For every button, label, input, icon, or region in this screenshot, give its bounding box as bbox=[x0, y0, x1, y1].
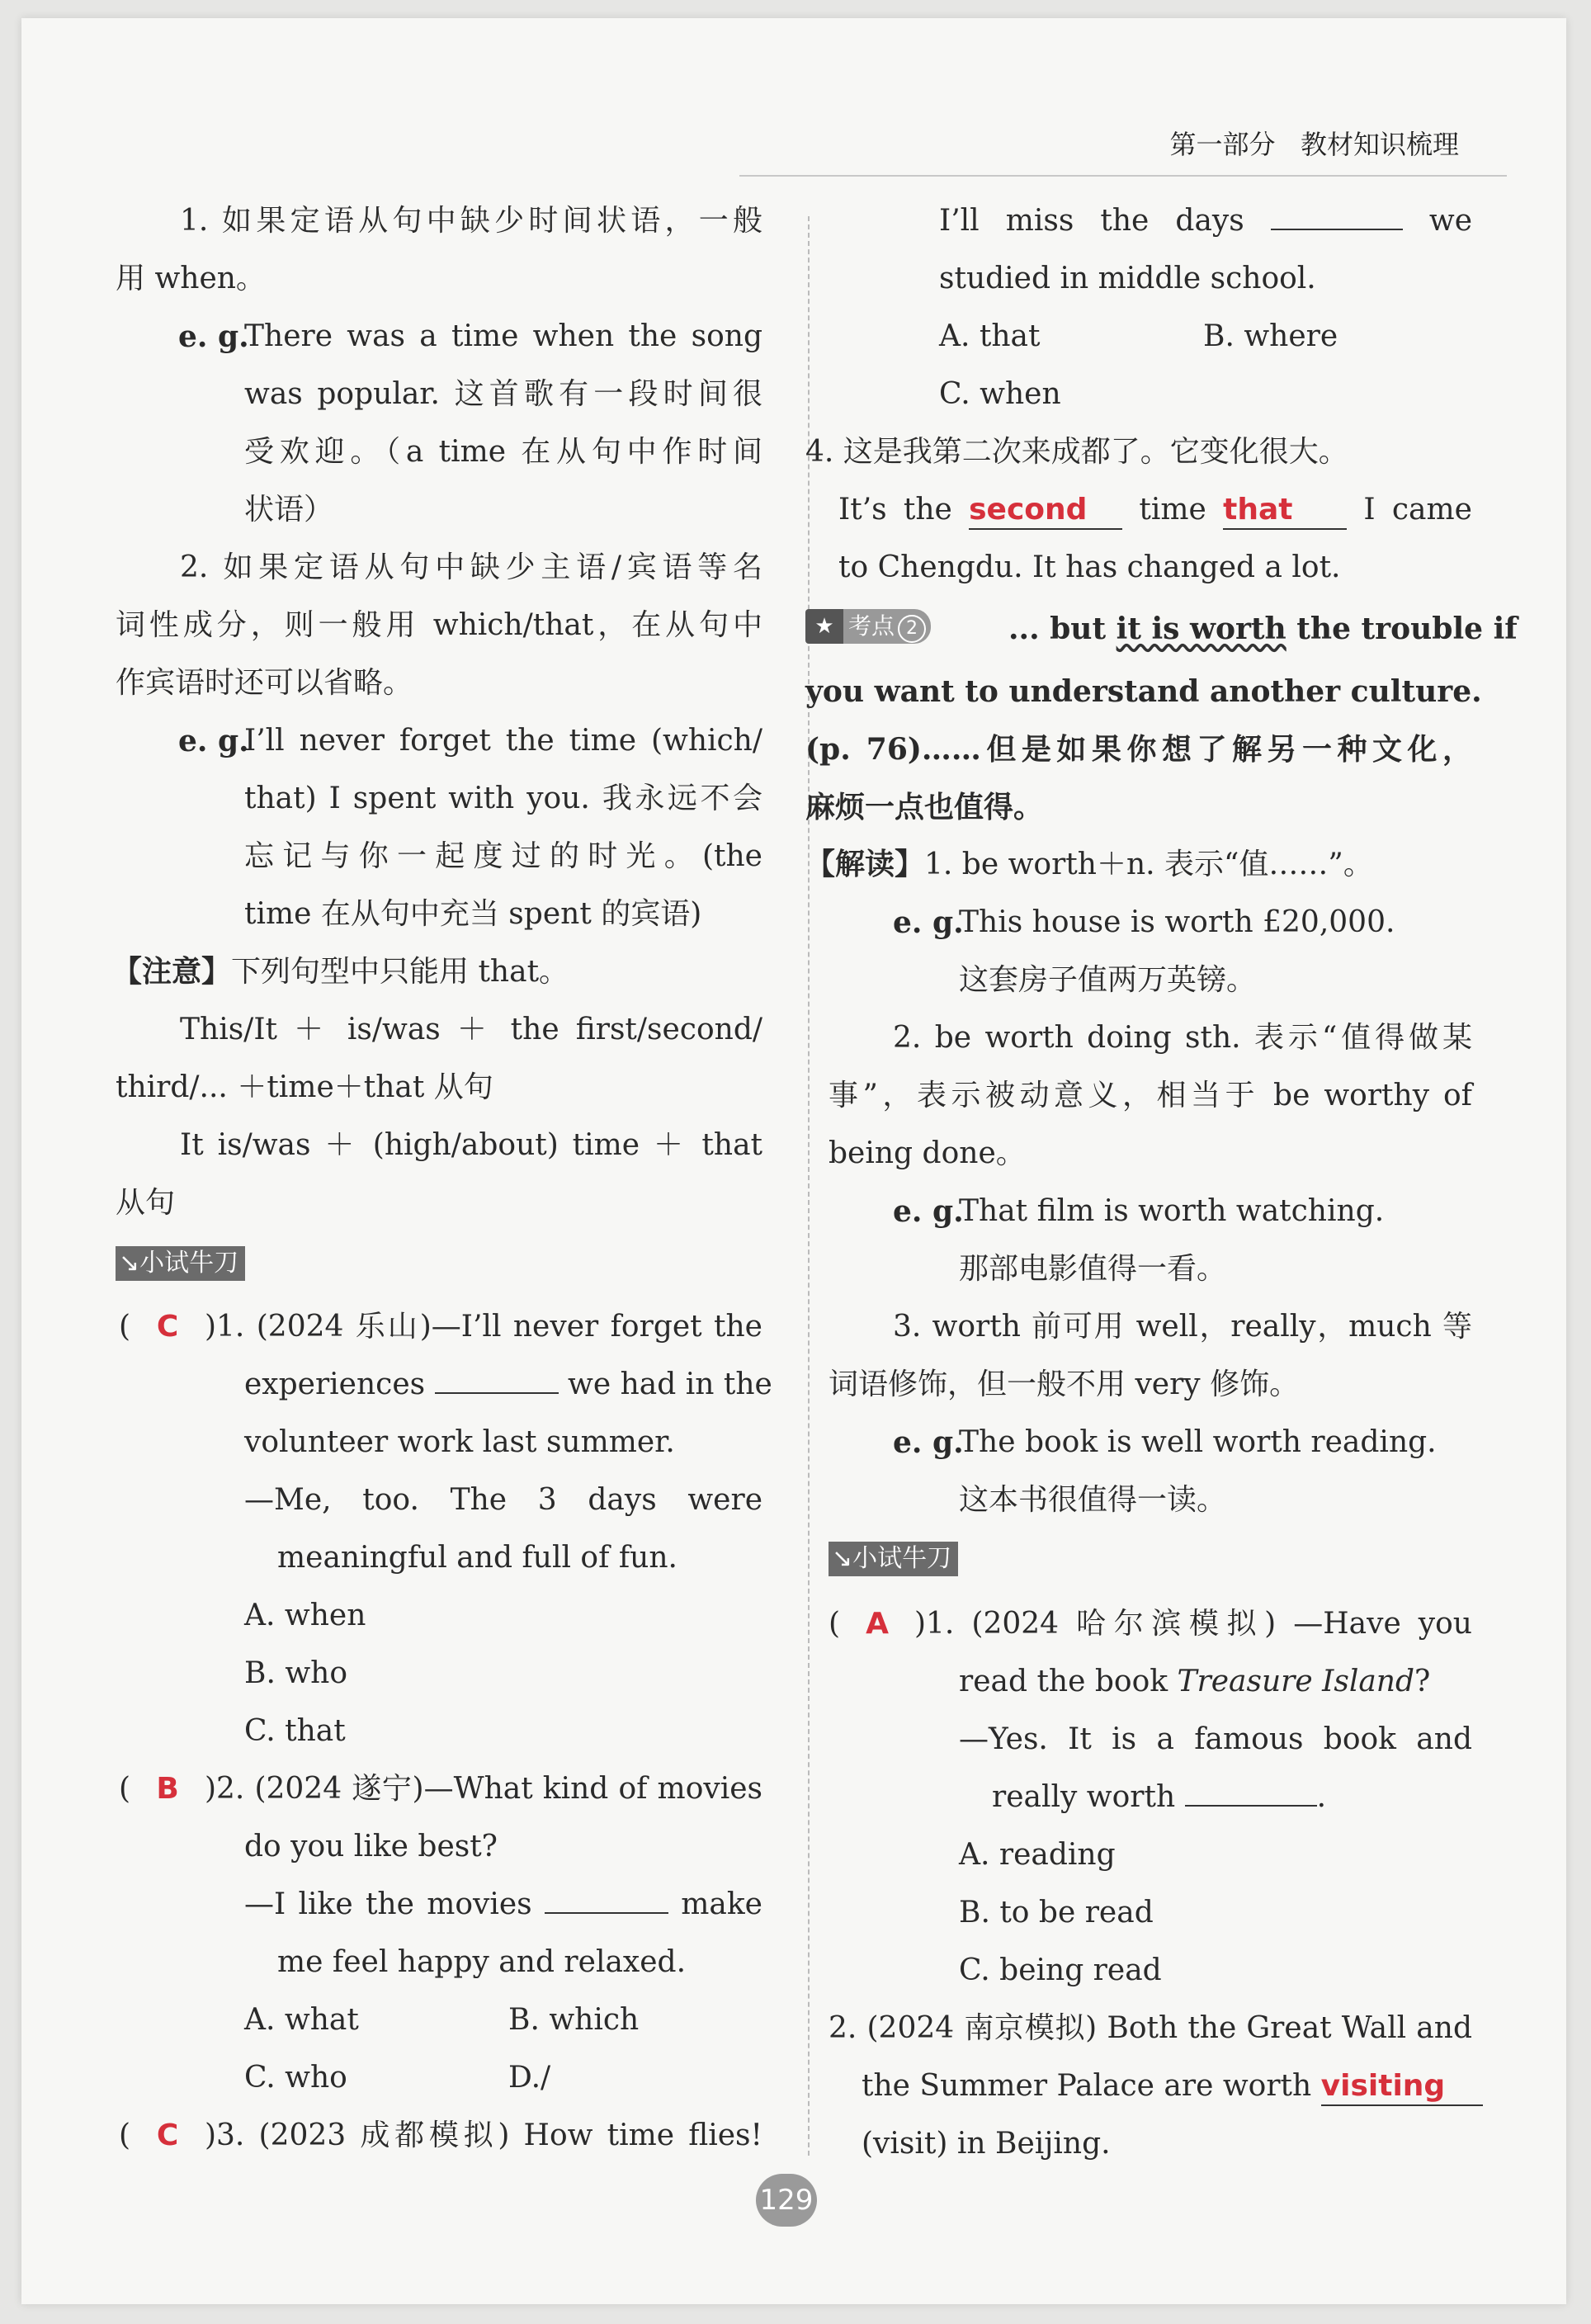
q2-blank[interactable] bbox=[545, 1887, 668, 1914]
key-point-label: 考点 2 bbox=[843, 609, 931, 644]
answer-letter: B bbox=[156, 1772, 179, 1806]
eg-label: e. g. bbox=[893, 905, 964, 940]
key-point-line-2: you want to understand another culture. bbox=[805, 674, 1482, 709]
answer-letter: A bbox=[866, 1607, 889, 1641]
try-it-label: 小试牛刀 bbox=[852, 1544, 952, 1573]
kp-text-a: ... but bbox=[1008, 612, 1117, 646]
p1-option-b[interactable]: B. to be read bbox=[959, 1896, 1154, 1930]
p2-text-a: the Summer Palace are worth bbox=[862, 2069, 1312, 2103]
question-1-line-3: volunteer work last summer. bbox=[244, 1425, 675, 1459]
header-rule bbox=[739, 175, 1507, 177]
rule-1-line-2: 用 when。 bbox=[116, 262, 266, 295]
q3-text-b: we bbox=[1428, 204, 1472, 238]
question-3-answer: ( C ) bbox=[119, 2119, 217, 2152]
explain-3-translation: 这本书很值得一读。 bbox=[959, 1483, 1227, 1517]
column-divider bbox=[808, 216, 810, 2156]
explain-1-example: This house is worth £20,000. bbox=[959, 905, 1395, 939]
practice-1-line-3: —Yes. It is a famous book and bbox=[959, 1722, 1472, 1756]
explain-3-example: The book is well worth reading. bbox=[959, 1425, 1437, 1459]
question-2-answer: ( B ) bbox=[119, 1772, 217, 1806]
example-2-line-3: 忘记与你一起度过的时光。(the bbox=[244, 839, 762, 873]
p1-period: . bbox=[1316, 1780, 1327, 1814]
q1-option-a[interactable]: A. when bbox=[244, 1599, 366, 1632]
try-it-tag bbox=[116, 1246, 245, 1281]
q1-blank[interactable] bbox=[435, 1367, 559, 1394]
arrow-icon: ↘ bbox=[832, 1544, 853, 1573]
example-1-line-2: was popular. 这首歌有一段时间很 bbox=[244, 377, 762, 411]
header-title: 教材知识梳理 bbox=[1300, 129, 1459, 160]
page-number: 129 bbox=[756, 2174, 817, 2227]
q1-option-b[interactable]: B. who bbox=[244, 1656, 348, 1690]
example-1-line-3: 受欢迎。（a time 在从句中作时间 bbox=[244, 435, 762, 469]
question-1-line-5: meaningful and full of fun. bbox=[277, 1541, 677, 1575]
explain-2-example: That film is worth watching. bbox=[959, 1194, 1385, 1228]
question-3-line-2 bbox=[939, 201, 1472, 241]
question-1-line-4: —Me, too. The 3 days were bbox=[244, 1483, 762, 1517]
question-2-line-4: me feel happy and relaxed. bbox=[277, 1945, 687, 1979]
note-line bbox=[112, 952, 569, 992]
question-1-line-2 bbox=[244, 1365, 772, 1405]
workbook-page bbox=[21, 18, 1566, 2304]
header-section: 第一部分 bbox=[1169, 129, 1276, 160]
question-4-line-3: to Chengdu. It has changed a lot. bbox=[838, 550, 1341, 584]
practice-1-answer: ( A ) bbox=[829, 1607, 927, 1641]
example-1-line-1: There was a time when the song bbox=[244, 319, 762, 353]
question-2-line-1: 2. (2024 遂宁)—What kind of movies bbox=[216, 1772, 762, 1806]
pattern-2-line-2: 从句 bbox=[116, 1186, 176, 1220]
note-text: 下列句型中只能用 that。 bbox=[231, 955, 569, 989]
pattern-1-line-1: This/It ＋ is/was ＋ the first/second/ bbox=[180, 1013, 762, 1046]
question-4-line-2 bbox=[838, 490, 1472, 530]
explain-2-line-1: 2. be worth doing sth. 表示“值得做某 bbox=[893, 1021, 1472, 1055]
practice-2-line-2 bbox=[862, 2067, 1472, 2106]
q4-text-a: It’s the bbox=[838, 493, 952, 527]
arrow-icon: ↘ bbox=[119, 1249, 140, 1278]
question-1-line-1: 1. (2024 乐山)—I’ll never forget the bbox=[216, 1310, 762, 1344]
p1-option-a[interactable]: A. reading bbox=[959, 1838, 1116, 1872]
explain-2-line-2: 事”，表示被动意义，相当于 be worthy of bbox=[829, 1079, 1472, 1112]
p1-blank[interactable] bbox=[1185, 1780, 1317, 1807]
explain-3-line-2: 词语修饰，但一般不用 very 修饰。 bbox=[829, 1367, 1300, 1401]
q2-option-a[interactable]: A. what bbox=[244, 2003, 359, 2037]
practice-1-line-4 bbox=[992, 1778, 1326, 1817]
note-tag: 【注意】 bbox=[112, 955, 232, 989]
star-icon: ★ bbox=[805, 609, 843, 644]
q3-option-c[interactable]: C. when bbox=[939, 377, 1061, 411]
rule-2-line-1: 2. 如果定语从句中缺少主语/宾语等名 bbox=[180, 550, 762, 584]
q2-text-b: make bbox=[681, 1887, 762, 1921]
practice-1-line-2 bbox=[959, 1662, 1430, 1702]
key-point-line-4: 麻烦一点也值得。 bbox=[805, 790, 1044, 824]
q3-option-a[interactable]: A. that bbox=[939, 319, 1041, 353]
rule-2-line-3: 作宾语时还可以省略。 bbox=[116, 666, 413, 700]
question-4-line-1: 4. 这是我第二次来成都了。它变化很大。 bbox=[805, 435, 1348, 469]
key-point-number: 2 bbox=[898, 615, 926, 643]
example-2-line-2: that) I spent with you. 我永远不会 bbox=[244, 782, 762, 815]
example-2-line-1: I’ll never forget the time (which/ bbox=[244, 724, 762, 758]
kp-highlight: it is worth bbox=[1116, 612, 1286, 646]
p1-text-a: read the book bbox=[959, 1665, 1178, 1698]
practice-1-line-1: 1. (2024 哈尔滨模拟) —Have you bbox=[926, 1607, 1472, 1641]
example-2-line-4: time 在从句中充当 spent 的宾语) bbox=[244, 897, 702, 931]
key-point-line-1 bbox=[1008, 609, 1518, 649]
q4-answer-1[interactable]: second bbox=[969, 492, 1122, 530]
pattern-2-line-1: It is/was ＋ (high/about) time ＋ that bbox=[180, 1128, 762, 1162]
explain-2-translation: 那部电影值得一看。 bbox=[959, 1252, 1227, 1286]
q4-answer-2[interactable]: that bbox=[1223, 492, 1347, 530]
q1-text-b: we had in the bbox=[568, 1367, 772, 1401]
p1-text-c: really worth bbox=[992, 1780, 1176, 1814]
question-3-line-1: 3. (2023 成都模拟) How time flies! bbox=[216, 2119, 762, 2152]
q1-option-c[interactable]: C. that bbox=[244, 1714, 346, 1748]
p1-option-c[interactable]: C. being read bbox=[959, 1953, 1162, 1987]
p1-text-b: ? bbox=[1414, 1665, 1431, 1698]
example-1-line-4: 状语） bbox=[244, 493, 334, 527]
eg-label: e. g. bbox=[893, 1425, 964, 1460]
answer-letter: C bbox=[156, 1310, 179, 1344]
practice-2-line-3: (visit) in Beijing. bbox=[862, 2127, 1111, 2161]
q1-text-a: experiences bbox=[244, 1367, 426, 1401]
explain-line-1 bbox=[805, 845, 1373, 885]
explain-1-translation: 这套房子值两万英镑。 bbox=[959, 963, 1257, 997]
try-it-tag bbox=[829, 1542, 958, 1576]
practice-2-line-1: 2. (2024 南京模拟) Both the Great Wall and bbox=[829, 2011, 1472, 2045]
q2-option-c[interactable]: C. who bbox=[244, 2061, 347, 2095]
question-1-answer: ( C ) bbox=[119, 1310, 217, 1344]
question-2-line-3 bbox=[244, 1885, 762, 1925]
q3-blank[interactable] bbox=[1271, 204, 1403, 230]
q3-text-a: I’ll miss the days bbox=[939, 204, 1244, 238]
q3-option-b[interactable]: B. where bbox=[1203, 319, 1338, 353]
q2-option-b[interactable]: B. which bbox=[508, 2003, 640, 2037]
q2-option-d[interactable]: D./ bbox=[508, 2061, 551, 2095]
eg-label: e. g. bbox=[178, 724, 249, 758]
question-2-line-2: do you like best? bbox=[244, 1830, 498, 1863]
answer-letter: C bbox=[156, 2119, 179, 2152]
explain-2-line-3: being done。 bbox=[829, 1136, 1026, 1170]
eg-label: e. g. bbox=[893, 1194, 964, 1229]
q4-text-b: time bbox=[1139, 493, 1206, 527]
question-3-line-3: studied in middle school. bbox=[939, 262, 1316, 295]
pattern-1-line-2: third/... ＋time＋that 从句 bbox=[116, 1070, 493, 1104]
key-point-badge bbox=[805, 609, 931, 644]
rule-1-line-1: 1. 如果定语从句中缺少时间状语，一般 bbox=[180, 204, 762, 238]
explain-3-line-1: 3. worth 前可用 well，really，much 等 bbox=[893, 1310, 1472, 1344]
page-header bbox=[1169, 124, 1459, 162]
eg-label: e. g. bbox=[178, 319, 249, 354]
q4-text-c: I came bbox=[1363, 493, 1472, 527]
q2-text-a: —I like the movies bbox=[244, 1887, 532, 1921]
explain-text-1: 1. be worth＋n. 表示“值……”。 bbox=[924, 848, 1373, 881]
rule-2-line-2: 词性成分，则一般用 which/that，在从句中 bbox=[116, 608, 762, 642]
p2-answer[interactable]: visiting bbox=[1321, 2068, 1483, 2106]
book-title: Treasure Island bbox=[1177, 1665, 1415, 1698]
key-point-line-3: (p. 76)……但是如果你想了解另一种文化， bbox=[805, 732, 1472, 767]
try-it-label: 小试牛刀 bbox=[139, 1249, 239, 1278]
explain-tag: 【解读】 bbox=[805, 848, 925, 881]
kp-text-b: the trouble if bbox=[1286, 612, 1518, 646]
